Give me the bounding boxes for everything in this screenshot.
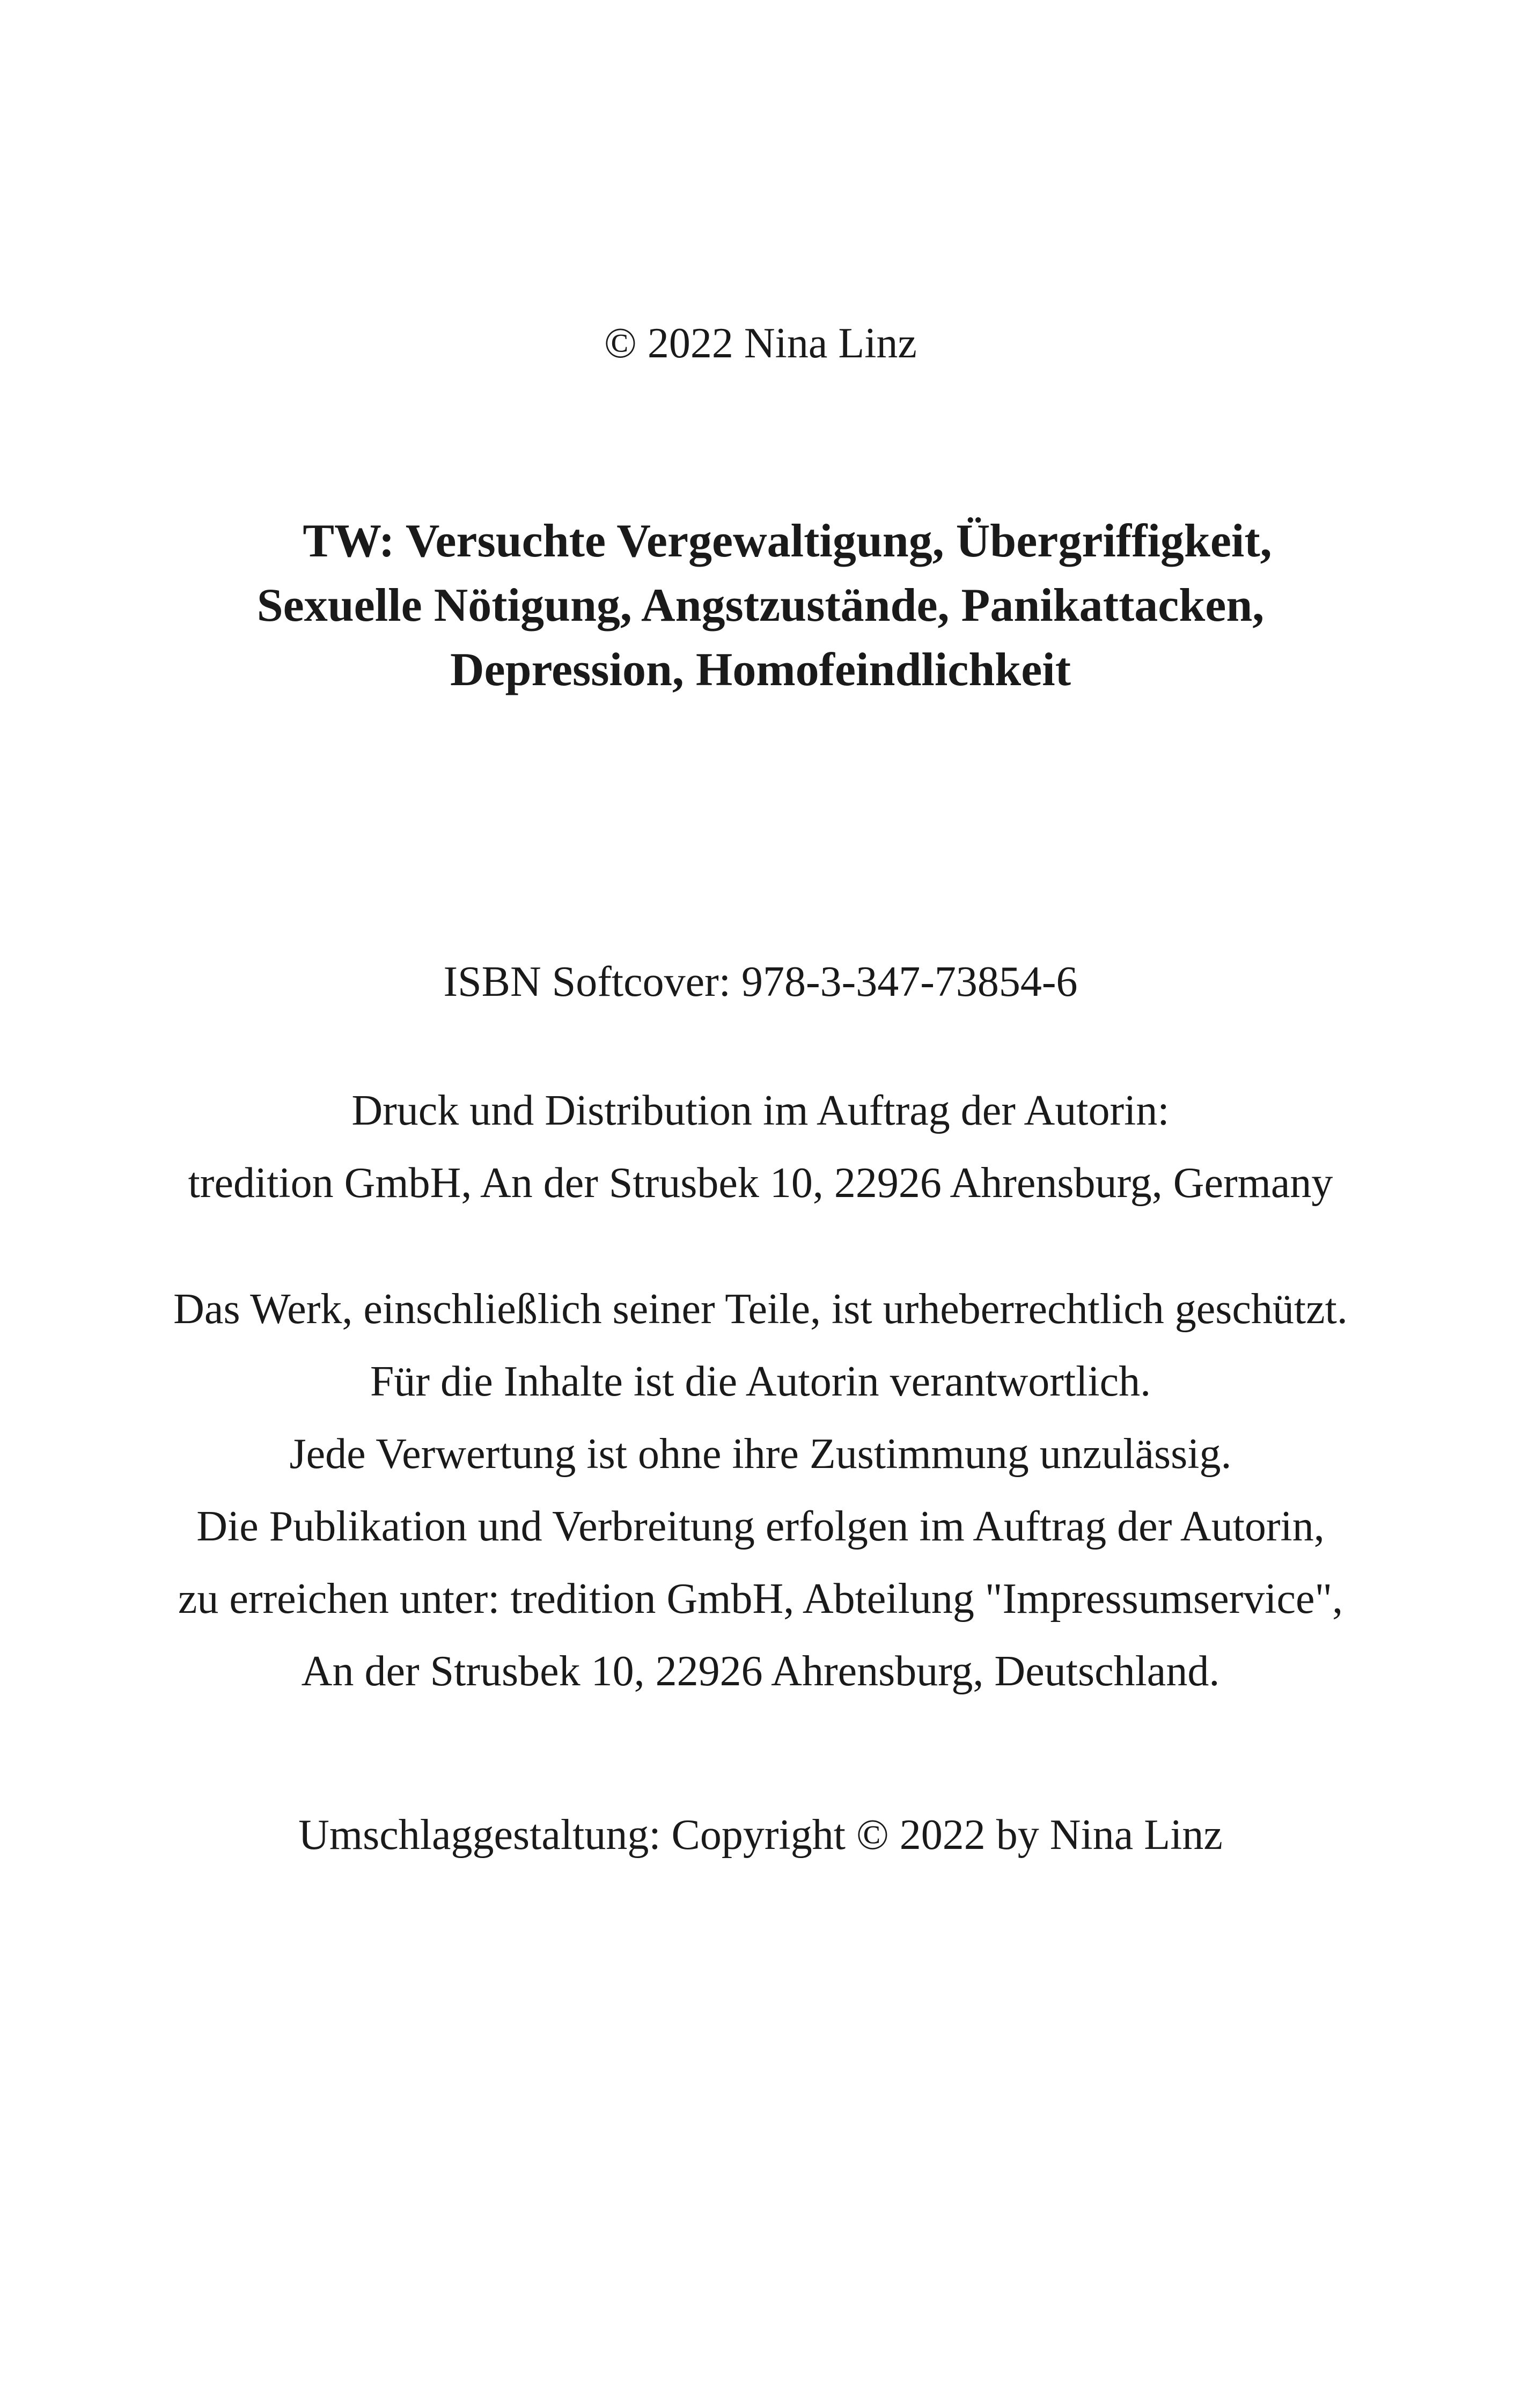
legal-line: Für die Inhalte ist die Autorin verantwortlich. <box>370 1358 1151 1405</box>
legal-line: Jede Verwertung ist ohne ihre Zustimmung unzulässig. <box>289 1430 1232 1478</box>
legal-line: An der Strusbek 10, 22926 Ahrensburg, Deutschland. <box>301 1648 1220 1695</box>
legal-line: Die Publikation und Verbreitung erfolgen im Auftrag der Autorin, <box>196 1503 1325 1550</box>
legal-line: Das Werk, einschließlich seiner Teile, ist urheberrechtlich geschützt. <box>173 1286 1348 1333</box>
trigger-warning-line: Depression, Homofeindlichkeit <box>450 644 1071 696</box>
copyright-line: © 2022 Nina Linz <box>604 320 917 367</box>
isbn-line: ISBN Softcover: 978-3-347-73854-6 <box>443 958 1078 1005</box>
trigger-warning-line: Sexuelle Nötigung, Angstzustände, Panikattacken, <box>256 579 1265 632</box>
legal-line: zu erreichen unter: tredition GmbH, Abteilung "Impressumservice", <box>178 1575 1343 1623</box>
print-line: Druck und Distribution im Auftrag der Autorin: <box>351 1087 1170 1134</box>
trigger-warning-line: TW: Versuchte Vergewaltigung, Übergriffigkeit, <box>303 515 1272 567</box>
cover-credit-line: Umschlaggestaltung: Copyright © 2022 by Nina Linz <box>298 1811 1223 1859</box>
print-line: tredition GmbH, An der Strusbek 10, 22926 Ahrensburg, Germany <box>188 1159 1333 1207</box>
